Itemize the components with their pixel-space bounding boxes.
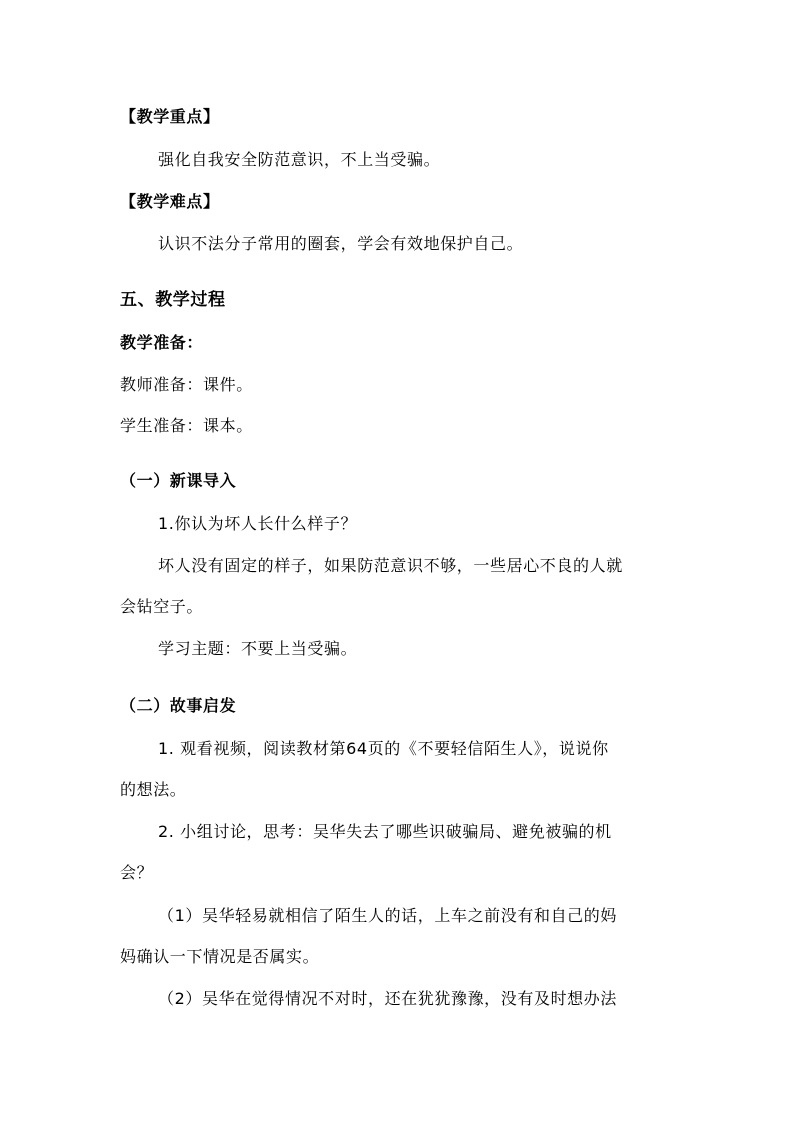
section2-item1-line2: 的想法。 <box>120 780 187 799</box>
focus-text: 强化自我安全防范意识，不上当受骗。 <box>158 150 441 169</box>
teacher-prep: 教师准备：课件。 <box>120 375 253 394</box>
section1-question: 1.你认为坏人长什么样子？ <box>158 514 358 533</box>
difficulty-heading: 【教学难点】 <box>120 192 220 211</box>
section2-sub1-line2: 妈确认一下情况是否属实。 <box>120 947 320 966</box>
section2-sub2-line1: （2）吴华在觉得情况不对时，还在犹犹豫豫，没有及时想办法 <box>158 989 617 1008</box>
prep-heading: 教学准备： <box>120 333 204 352</box>
focus-heading: 【教学重点】 <box>120 107 220 126</box>
student-prep: 学生准备：课本。 <box>120 416 253 435</box>
section1-answer-line2: 会钻空子。 <box>120 597 204 616</box>
section2-sub1-line1: （1）吴华轻易就相信了陌生人的话，上车之前没有和自己的妈 <box>158 906 617 925</box>
section2-heading: （二）故事启发 <box>120 696 237 715</box>
section1-heading: （一）新课导入 <box>120 471 237 490</box>
section2-item1-line1: 1. 观看视频，阅读教材第64页的《不要轻信陌生人》，说说你 <box>158 739 609 758</box>
section2-item2-line2: 会？ <box>120 863 154 882</box>
process-heading: 五、教学过程 <box>120 290 226 310</box>
section1-topic: 学习主题：不要上当受骗。 <box>158 639 358 658</box>
section2-item2-line1: 2. 小组讨论，思考：吴华失去了哪些识破骗局、避免被骗的机 <box>158 822 612 841</box>
difficulty-text: 认识不法分子常用的圈套，学会有效地保护自己。 <box>158 234 524 253</box>
section1-answer-line1: 坏人没有固定的样子，如果防范意识不够，一些居心不良的人就 <box>158 556 623 575</box>
